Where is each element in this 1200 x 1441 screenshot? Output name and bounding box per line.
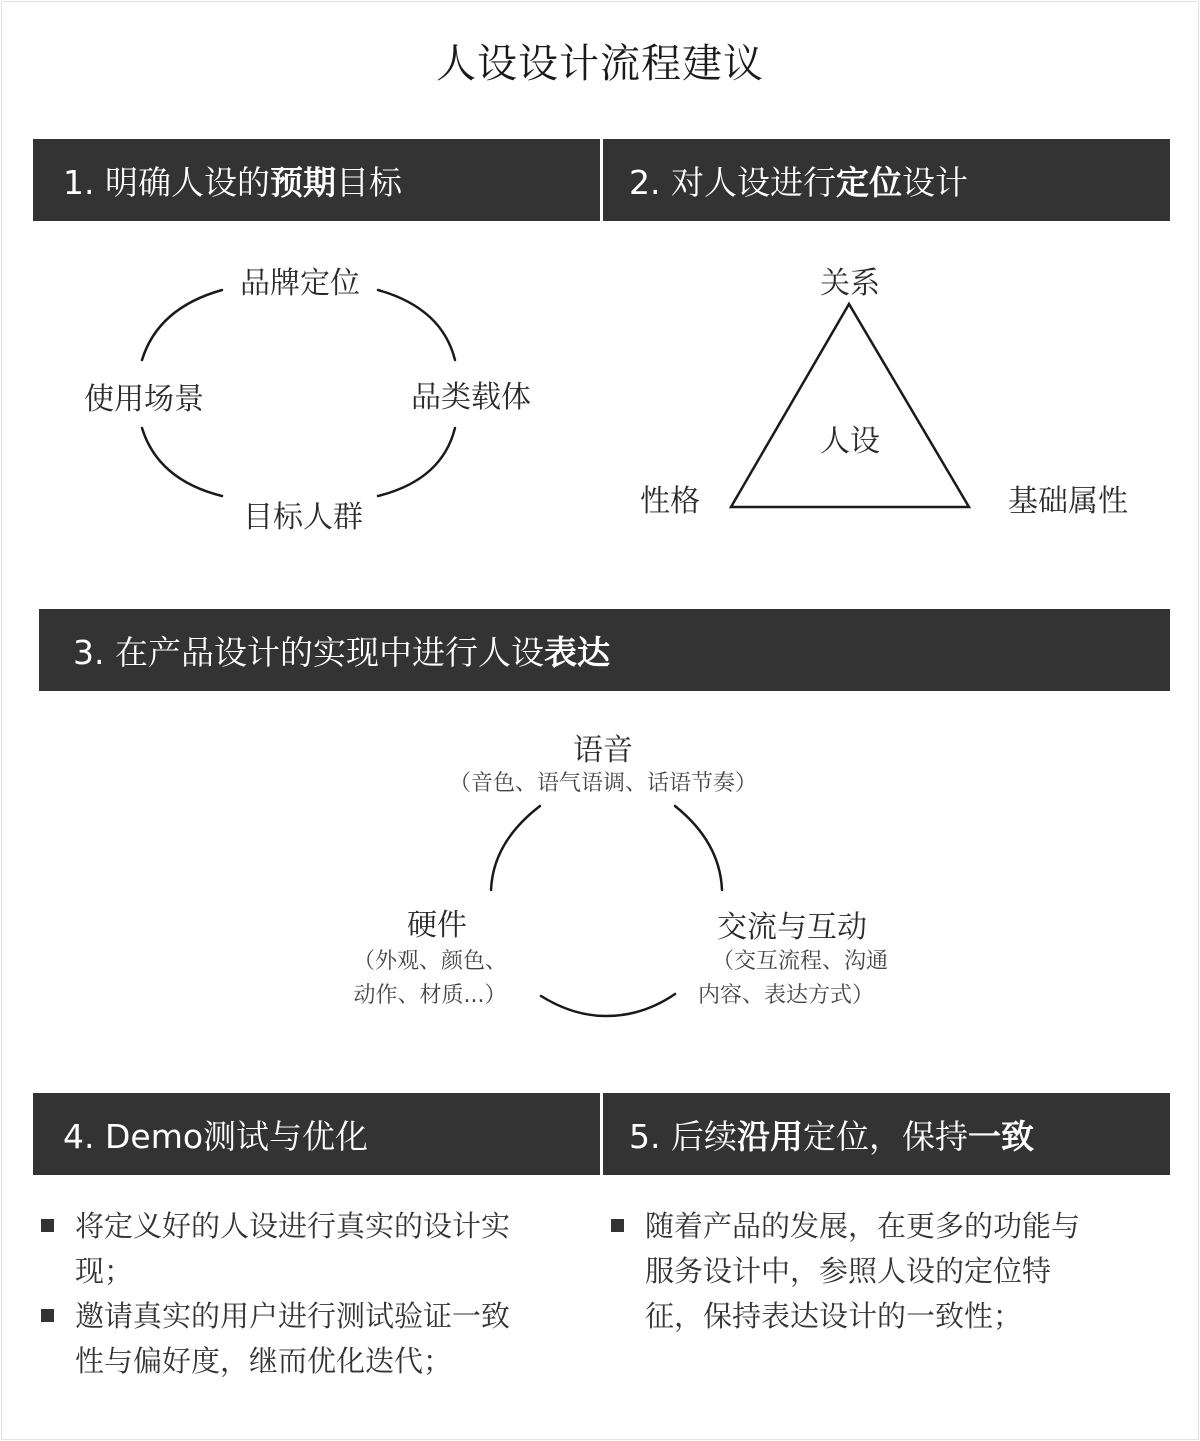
d2-label-top: 关系: [820, 266, 880, 301]
list-item-line1: 随着产品的发展，在更多的功能与: [645, 1209, 1081, 1243]
d3-label-right-sub1: （交互流程、沟通: [711, 949, 888, 974]
section-5-bold: 沿用: [736, 1116, 803, 1156]
d3-label-left: 硬件: [407, 908, 467, 943]
d1-arc-bottom-left: [142, 428, 222, 496]
d1-arc-bottom-right: [378, 428, 455, 496]
d3-label-top-sub: （音色、语气语调、话语节奏）: [448, 771, 757, 796]
section-3-prefix: 3. 在产品设计的实现中进行人设: [73, 632, 544, 672]
d3-label-left-sub2: 动作、材质...）: [353, 983, 507, 1008]
section-2-bold: 定位: [835, 162, 902, 202]
page-title: 人设设计流程建议: [436, 41, 764, 87]
d1-label-bottom: 目标人群: [243, 500, 363, 535]
section-5-prefix: 5. 后续: [629, 1116, 737, 1156]
bullet-square-icon: [611, 1219, 624, 1232]
list-item-line3: 征，保持表达设计的一致性；: [645, 1299, 1023, 1333]
d2-label-left: 性格: [640, 484, 700, 519]
d2-label-right: 基础属性: [1008, 484, 1128, 519]
section-1-suffix: 目标: [335, 162, 402, 202]
list-item: [603, 1204, 1168, 1339]
d3-arc-bottom: [541, 994, 675, 1016]
d2-label-center: 人设: [820, 424, 880, 459]
bullet-square-icon: [41, 1219, 54, 1232]
section-2-prefix: 2. 对人设进行: [629, 162, 836, 202]
bullet-square-icon: [41, 1309, 54, 1322]
d3-label-left-sub1: （外观、颜色、: [352, 949, 507, 974]
section-4-prefix: 4. Demo测试与优化: [63, 1116, 369, 1156]
section-2-suffix: 设计: [901, 162, 968, 202]
section-3-bold: 表达: [543, 632, 610, 672]
d3-label-right: 交流与互动: [717, 910, 867, 945]
section-1-bold: 预期: [269, 162, 336, 202]
d3-label-top: 语音: [573, 733, 633, 768]
section-5-bold2: 一致: [967, 1116, 1034, 1156]
d3-label-right-sub2: 内容、表达方式）: [697, 983, 874, 1008]
d3-arc-right: [675, 806, 722, 890]
list-item: [33, 1204, 598, 1294]
d3-arc-left: [491, 806, 540, 890]
section-5-suffix: 定位，保持: [802, 1116, 968, 1156]
list-item: [33, 1294, 598, 1384]
section-1-prefix: 1. 明确人设的: [63, 162, 270, 202]
section-5-list: [603, 1204, 1168, 1339]
list-item-line2: 性与偏好度，继而优化迭代；: [75, 1344, 453, 1378]
list-item-line2: 现；: [75, 1254, 134, 1288]
list-item-line1: 邀请真实的用户进行测试验证一致: [75, 1299, 511, 1333]
list-item-line2: 服务设计中，参照人设的定位特: [645, 1254, 1052, 1288]
list-item-line1: 将定义好的人设进行真实的设计实: [75, 1209, 511, 1243]
section-4-list: [33, 1204, 598, 1384]
d1-label-top: 品牌定位: [240, 266, 360, 301]
d1-label-left: 使用场景: [84, 382, 204, 417]
d1-label-right: 品类载体: [411, 380, 531, 415]
